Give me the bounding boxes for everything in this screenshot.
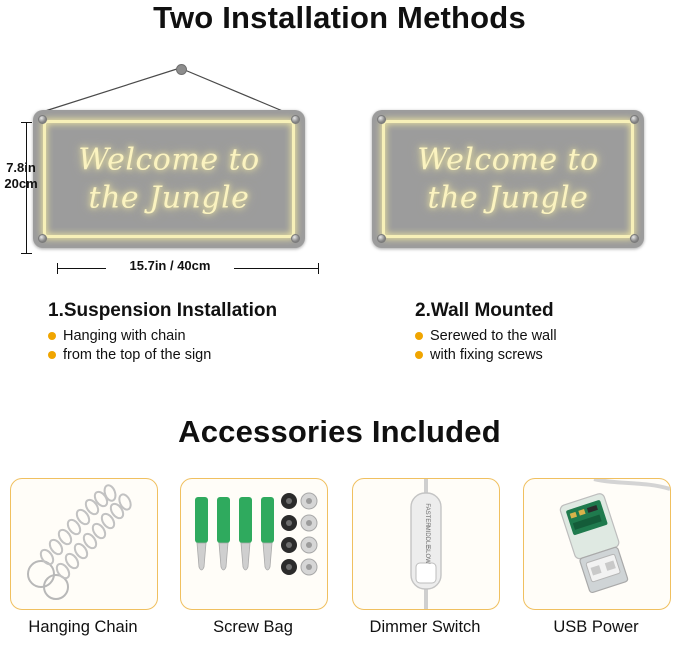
accessory-card-screw-bag [180, 478, 328, 610]
sign-text-line2: the Jungle [88, 180, 250, 215]
accessory-card-hanging-chain [10, 478, 158, 610]
screw-icon [38, 234, 47, 243]
screw-icon [377, 234, 386, 243]
dimension-height-cm: 20cm [4, 176, 38, 192]
sign-preview-wall-mounted [372, 110, 644, 248]
method-bullet [48, 328, 368, 344]
accessory-label: USB Power [553, 618, 639, 636]
screw-icon [291, 234, 300, 243]
dimension-height-inches: 7.8in [6, 160, 36, 175]
sign-text [33, 142, 305, 217]
accessory-card-usb-power [523, 478, 671, 610]
svg-text:SLOW: SLOW [424, 546, 430, 564]
sign-text [372, 142, 644, 217]
dimension-width-label: 15.7in / 40cm [129, 258, 211, 273]
usb-plug-icon [524, 479, 670, 609]
dimmer-switch-icon [353, 479, 499, 609]
method-title: 2.Wall Mounted [415, 300, 554, 321]
sign-text-line2: the Jungle [427, 180, 589, 215]
sign-text-line1: Welcome to [417, 142, 599, 178]
screw-icon [291, 115, 300, 124]
accessory-card-dimmer-switch [352, 478, 500, 610]
screw-icon [38, 115, 47, 124]
screw-icon [630, 115, 639, 124]
bullet-dot-icon [415, 332, 423, 340]
method-bullet-text: Serewed to the wall [430, 328, 557, 344]
svg-text:MIDDLE: MIDDLE [424, 525, 430, 549]
screws-icon [181, 479, 327, 609]
method-block-suspension [48, 300, 368, 363]
bullet-dot-icon [415, 351, 423, 359]
hanging-hook-icon [176, 64, 187, 75]
page-title-accessories: Accessories Included [178, 414, 501, 449]
bullet-dot-icon [48, 351, 56, 359]
bullet-dot-icon [48, 332, 56, 340]
method-bullet-text: from the top of the sign [63, 347, 212, 363]
svg-text:FASTER: FASTER [424, 503, 430, 527]
dimension-height-label [4, 160, 38, 193]
method-bullet [415, 328, 679, 344]
method-bullet-text: with fixing screws [430, 347, 543, 363]
screw-icon [377, 115, 386, 124]
method-bullet-text: Hanging with chain [63, 328, 186, 344]
chain-icon [11, 479, 157, 609]
accessory-label: Screw Bag [213, 618, 293, 636]
method-title: 1.Suspension Installation [48, 300, 278, 321]
method-bullet [415, 347, 679, 363]
accessory-label: Hanging Chain [28, 618, 138, 636]
method-block-wall-mounted [415, 300, 679, 363]
sign-preview-suspension [33, 110, 305, 248]
method-bullet [48, 347, 368, 363]
page-title-installation: Two Installation Methods [153, 0, 526, 35]
accessory-label: Dimmer Switch [369, 618, 481, 636]
sign-text-line1: Welcome to [78, 142, 260, 178]
screw-icon [630, 234, 639, 243]
